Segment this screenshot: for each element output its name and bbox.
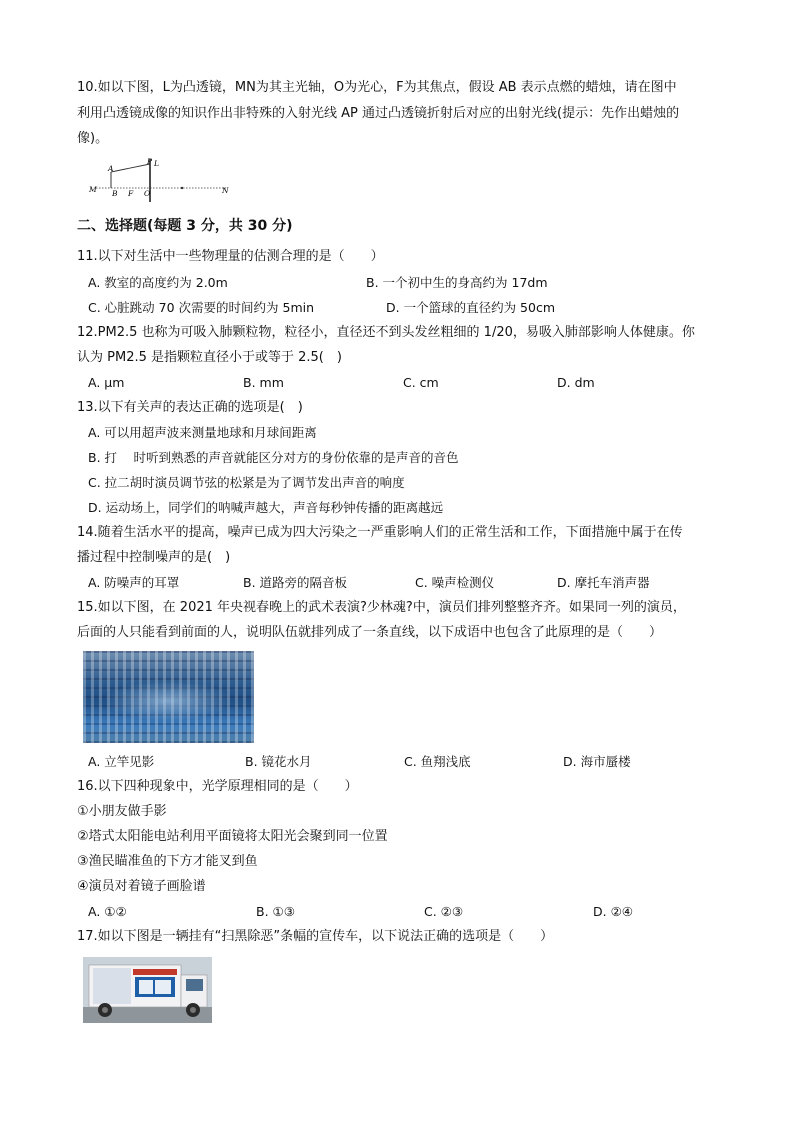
q10-line-3: 像)。 <box>77 131 109 146</box>
q10-line-1: 10.如以下图，L为凸透镜，MN为其主光轴，O为光心，F为其焦点，假设 AB 表示点燃的蜡烛，请在图中 <box>77 80 677 95</box>
q13-stem: 13.以下有关声的表达正确的选项是( ) <box>77 400 303 415</box>
label-m: M <box>89 185 97 194</box>
q12-option-a[interactable]: A. μm <box>88 375 125 390</box>
q16-item-1: ①小朋友做手影 <box>77 804 167 819</box>
q16-stem: 16.以下四种现象中，光学原理相同的是（ ） <box>77 779 358 794</box>
q13-option-b[interactable]: B. 打 时听到熟悉的声音就能区分对方的身份依靠的是声音的音色 <box>88 450 459 465</box>
q12-line-1: 12.PM2.5 也称为可吸入肺颗粒物，粒径小，直径还不到头发丝粗细的 1/20，易吸入肺部影响人体健康。你 <box>77 325 695 340</box>
q14-option-b[interactable]: B. 道路旁的隔音板 <box>243 575 348 590</box>
q12-line-2: 认为 PM2.5 是指颗粒直径小于或等于 2.5( ) <box>77 350 342 365</box>
q16-item-4: ④演员对着镜子画脸谱 <box>77 879 206 894</box>
label-p: P <box>147 157 153 166</box>
q11-option-a[interactable]: A. 教室的高度约为 2.0m <box>88 275 228 290</box>
q16-option-b[interactable]: B. ①③ <box>256 904 295 919</box>
q14-option-c[interactable]: C. 噪声检测仪 <box>415 575 495 590</box>
focus-point-right <box>181 187 183 189</box>
q12-option-c[interactable]: C. cm <box>403 375 439 390</box>
label-o: O <box>144 189 151 198</box>
q14-option-a[interactable]: A. 防噪声的耳罩 <box>88 575 180 590</box>
label-l: L <box>154 159 159 168</box>
convex-lens-diagram <box>86 156 236 204</box>
q11-option-d[interactable]: D. 一个篮球的直径约为 50cm <box>386 300 556 315</box>
q12-option-b[interactable]: B. mm <box>243 375 284 390</box>
q14-option-d[interactable]: D. 摩托车消声器 <box>557 575 650 590</box>
ray-ap <box>111 164 150 172</box>
q10-line-2: 利用凸透镜成像的知识作出非特殊的入射光线 AP 通过凸透镜折射后对应的出射光线(提示：先作出蜡烛的 <box>77 106 680 121</box>
label-a: A <box>108 164 114 173</box>
q12-option-d[interactable]: D. dm <box>557 375 595 390</box>
q14-line-2: 播过程中控制噪声的是( ) <box>77 550 231 565</box>
q16-item-3: ③渔民瞄准鱼的下方才能叉到鱼 <box>77 854 258 869</box>
q15-line-2: 后面的人只能看到前面的人，说明队伍就排列成了一条直线，以下成语中也包含了此原理的是（ ） <box>77 625 663 640</box>
q16-option-d[interactable]: D. ②④ <box>593 904 633 919</box>
q14-line-1: 14.随着生活水平的提高，噪声已成为四大污染之一严重影响人们的正常生活和工作，下面措施中属于在传 <box>77 525 683 540</box>
q13-option-a[interactable]: A. 可以用超声波来测量地球和月球间距离 <box>88 425 317 440</box>
q15-option-a[interactable]: A. 立竿见影 <box>88 754 155 769</box>
propaganda-truck-photo <box>83 957 212 1023</box>
section-heading: 二、选择题(每题 3 分，共 30 分) <box>77 218 293 234</box>
q11-option-b[interactable]: B. 一个初中生的身高约为 17dm <box>366 275 548 290</box>
q15-option-c[interactable]: C. 鱼翔浅底 <box>404 754 471 769</box>
q15-option-d[interactable]: D. 海市蜃楼 <box>563 754 631 769</box>
truck-illustration <box>83 957 212 1023</box>
q13-option-c[interactable]: C. 拉二胡时演员调节弦的松紧是为了调节发出声音的响度 <box>88 475 405 490</box>
q16-option-a[interactable]: A. ①② <box>88 904 127 919</box>
q16-item-2: ②塔式太阳能电站利用平面镜将太阳光会聚到同一位置 <box>77 829 388 844</box>
martial-arts-performance-photo <box>83 651 254 743</box>
q11-option-c[interactable]: C. 心脏跳动 70 次需要的时间约为 5min <box>88 300 315 315</box>
q15-line-1: 15.如以下图，在 2021 年央视春晚上的武术表演?少林魂?中，演员们排列整整齐齐。如果同一列的演员， <box>77 600 686 615</box>
q11-stem: 11.以下对生活中一些物理量的估测合理的是（ ） <box>77 249 384 264</box>
label-n: N <box>222 186 229 195</box>
q15-option-b[interactable]: B. 镜花水月 <box>245 754 312 769</box>
q16-option-c[interactable]: C. ②③ <box>424 904 464 919</box>
q17-stem: 17.如以下图是一辆挂有“扫黑除恶”条幅的宣传车，以下说法正确的选项是（ ） <box>77 929 554 944</box>
label-f: F <box>128 189 134 198</box>
q13-option-d[interactable]: D. 运动场上，同学们的呐喊声越大，声音每秒钟传播的距离越远 <box>88 500 444 515</box>
label-b: B <box>112 189 118 198</box>
